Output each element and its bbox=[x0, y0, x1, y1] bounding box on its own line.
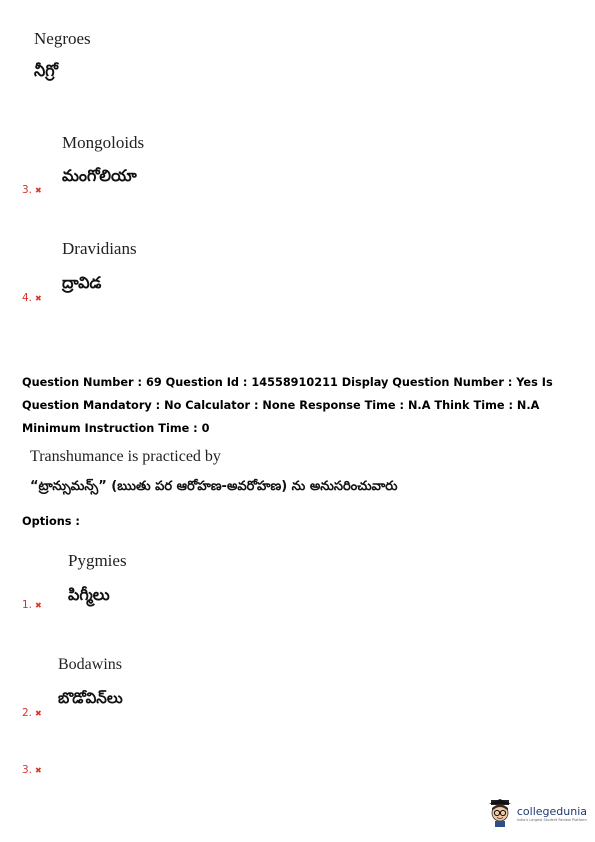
question-text-telugu: “ట్రాన్సుమన్స్” (ఋతు పర ఆరోహణ-అవరోహణ) ను అనుసరించువారు bbox=[30, 479, 398, 494]
option-number-2 bbox=[22, 707, 42, 719]
wrong-mark-icon: ✖ bbox=[35, 601, 42, 610]
option-english-negroes: Negroes bbox=[34, 29, 91, 48]
question-text-english: Transhumance is practiced by bbox=[30, 448, 221, 465]
logo-tagline: India's Largest Student Review Platform bbox=[516, 817, 587, 822]
option-english-dravidians: Dravidians bbox=[62, 239, 137, 258]
option-number-3 bbox=[22, 764, 42, 776]
wrong-mark-icon: ✖ bbox=[35, 709, 42, 718]
option-english-pygmies: Pygmies bbox=[68, 551, 127, 570]
option-number-label: 4. bbox=[22, 292, 33, 304]
option-number-label: 1. bbox=[22, 599, 33, 611]
option-telugu-dravidians: ద్రావిడ bbox=[62, 273, 102, 292]
logo-name: collegedunia bbox=[516, 804, 587, 818]
option-english-bodawins: Bodawins bbox=[58, 656, 122, 673]
option-number-3-prev bbox=[22, 184, 42, 196]
options-label: Options : bbox=[22, 515, 80, 528]
collegedunia-logo bbox=[487, 798, 587, 828]
option-telugu-mongoloids: మంగోలియా bbox=[62, 166, 137, 185]
option-number-label: 2. bbox=[22, 707, 33, 719]
wrong-mark-icon: ✖ bbox=[35, 766, 42, 775]
option-telugu-bodawins: బొడోవిన్‌లు bbox=[58, 689, 123, 707]
question-header: Question Number : 69 Question Id : 14558910211 Display Question Number : Yes Is Question Mandatory : No Calculator : None Response Time : N.A Think Time : N.A Minimum Instruction Time : 0 bbox=[22, 376, 553, 435]
option-telugu-negroes: నీగ్రో bbox=[34, 61, 58, 80]
logo-text bbox=[517, 805, 587, 822]
student-mascot-icon bbox=[487, 798, 513, 828]
wrong-mark-icon: ✖ bbox=[35, 186, 42, 195]
option-number-label: 3. bbox=[22, 764, 33, 776]
option-number-label: 3. bbox=[22, 184, 33, 196]
option-telugu-pygmies: పిగ్మీలు bbox=[68, 585, 110, 604]
option-english-mongoloids: Mongoloids bbox=[62, 133, 145, 152]
wrong-mark-icon: ✖ bbox=[35, 294, 42, 303]
option-number-4-prev bbox=[22, 292, 42, 304]
option-number-1 bbox=[22, 599, 42, 611]
